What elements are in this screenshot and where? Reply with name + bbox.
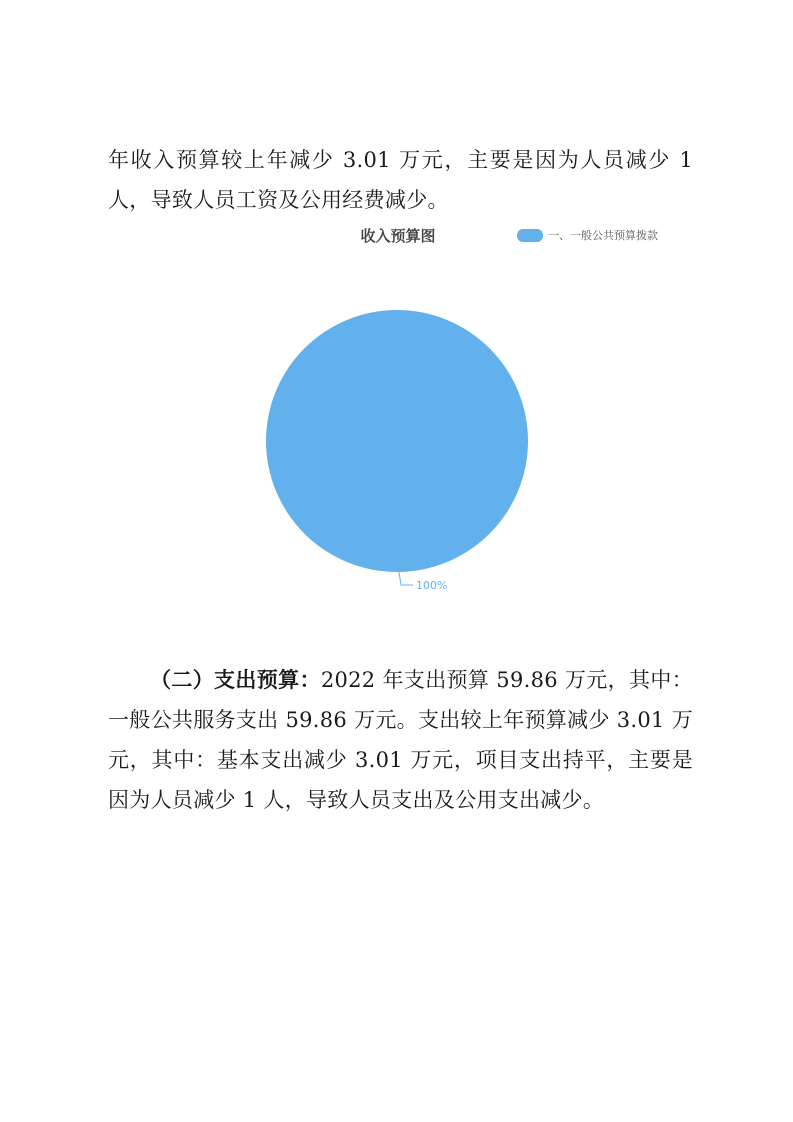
legend-swatch [517, 229, 543, 242]
chart-legend [517, 228, 658, 242]
pie-leader-line [399, 572, 413, 585]
legend-label: 一、一般公共预算拨款 [548, 229, 658, 242]
paragraph-expenditure-budget [108, 660, 693, 820]
paragraph-income-summary [108, 140, 693, 220]
income-budget-pie-chart [230, 218, 700, 598]
section-heading: （二）支出预算： [150, 667, 321, 692]
paragraph-text: 2022 年支出预算 59.86 万元，其中：一般公共服务支出 59.86 万元。支出较上年预算减少 3.01 万元，其中：基本支出减少 3.01 万元，项目支出持平，主要是因为人员减少 1 人，导致人员支出及公用支出减少。 [108, 668, 693, 812]
pie-slice [266, 310, 528, 572]
chart-title: 收入预算图 [360, 227, 436, 245]
pie-data-label: 100% [416, 579, 448, 592]
pie-labels [399, 572, 447, 592]
paragraph-text: 年收入预算较上年减少 3.01 万元，主要是因为人员减少 1 人，导致人员工资及公用经费减少。 [108, 148, 693, 212]
pie-slices [266, 310, 528, 572]
